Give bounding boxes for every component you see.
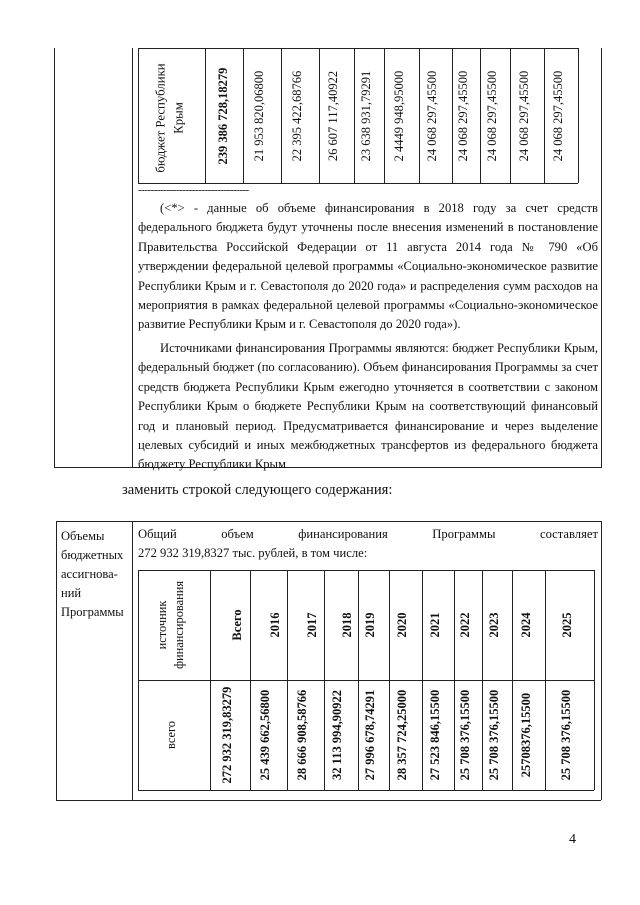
source-header: источник финансирования (155, 580, 186, 670)
top-value-cell: 24 068 297,45500 (425, 70, 439, 162)
top-table-header: бюджет Республики Крым (153, 63, 186, 173)
column-header: 2018 (340, 612, 354, 638)
top-value-cell: 26 607 117,40922 (326, 70, 340, 162)
bottom-table-bottom-border (56, 800, 601, 801)
top-value-cell: 24 068 297,45500 (485, 70, 499, 162)
top-value-cell: 23 638 931,79291 (359, 70, 373, 162)
funding-sources-paragraph: Источниками финансирования Программы являются: бюджет Республики Крым, федеральный бюджет (по согласованию). Объем финансирования Программы за счет средств бюджета Республики Крым ежегодно уточняется в соответствии с законом Республики Крым о бюджете Республики Крым на соответствующий финансовый год и плановый период. Предусматривается финансирование и через выделение целевых субсидий и иных межбюджетных трансфертов из федерального бюджета бюджету Республики Крым (138, 341, 598, 472)
top-value-cell: 2 4449 948,95000 (392, 70, 406, 162)
total-value-cell: 28 666 908,58766 (295, 689, 309, 781)
total-funding-amount: 272 932 319,8327 тыс. рублей, в том числе: (138, 546, 368, 560)
footnote-separator: ----------------------------------- (138, 184, 249, 196)
inner-grid-top (138, 48, 578, 49)
top-table-right-border (601, 48, 602, 468)
column-header: 2021 (428, 612, 442, 638)
total-value-cell: 28 357 724,25000 (395, 689, 409, 781)
top-table-left-border (54, 48, 55, 468)
total-value-cell: 27 523 846,15500 (428, 689, 442, 781)
total-value-cell: 32 113 994,90922 (330, 690, 344, 780)
footnote-paragraph: (<*> - данные об объеме финансирования в 2018 году за счет средств федерального бюджета будут уточнены после внесения изменений в постановление Правительства Российской Федерации от 11 августа 2014 года № 790 «Об утверждении федеральной целевой программы «Социально-экономическое развитие Республики Крым и г. Севастополя до 2020 года» и распределения сумм расходов на мероприятия в рамках федеральной целевой программы «Социально-экономическое развитие Республики Крым и г. Севастополя до 2020 года»). (138, 201, 598, 332)
total-funding-line: Общий объем финансирования Программы составляет (138, 527, 598, 541)
total-value-cell: 25708376,15500 (519, 692, 533, 778)
top-value-cell: 24 068 297,45500 (456, 70, 470, 162)
column-header: 2024 (519, 612, 533, 638)
bottom-table-top-border (56, 521, 601, 522)
total-value-cell: 25 708 376,15500 (487, 689, 501, 781)
column-header: 2016 (268, 612, 282, 638)
top-value-cell: 24 068 297,45500 (551, 70, 565, 162)
column-header: 2019 (363, 612, 377, 638)
top-value-cell: 24 068 297,45500 (517, 70, 531, 162)
column-header: 2020 (395, 612, 409, 638)
page-number: 4 (569, 832, 576, 847)
row-label-total: всего (164, 721, 178, 749)
budget-allocations-label: Объемы бюджетных ассигнова- ний Программы (61, 529, 124, 619)
total-value-cell: 25 708 376,15500 (458, 689, 472, 781)
total-value-cell: 25 439 662,56800 (258, 689, 272, 781)
column-header: 2017 (305, 612, 319, 638)
top-value-cell: 21 953 820,06800 (252, 70, 266, 162)
column-header: 2022 (458, 612, 472, 638)
total-value-cell: 272 932 319,83279 (220, 686, 234, 784)
replace-instruction: заменить строкой следующего содержания: (122, 482, 393, 498)
column-header: 2025 (560, 612, 574, 638)
top-value-cell: 239 386 728,18279 (216, 67, 230, 165)
top-table-divider (132, 48, 133, 468)
total-value-cell: 27 996 678,74291 (363, 689, 377, 781)
column-header: 2023 (487, 612, 501, 638)
total-value-cell: 25 708 376,15500 (559, 689, 573, 781)
top-value-cell: 22 395 422,68766 (290, 70, 304, 162)
column-header: Всего (230, 609, 244, 641)
